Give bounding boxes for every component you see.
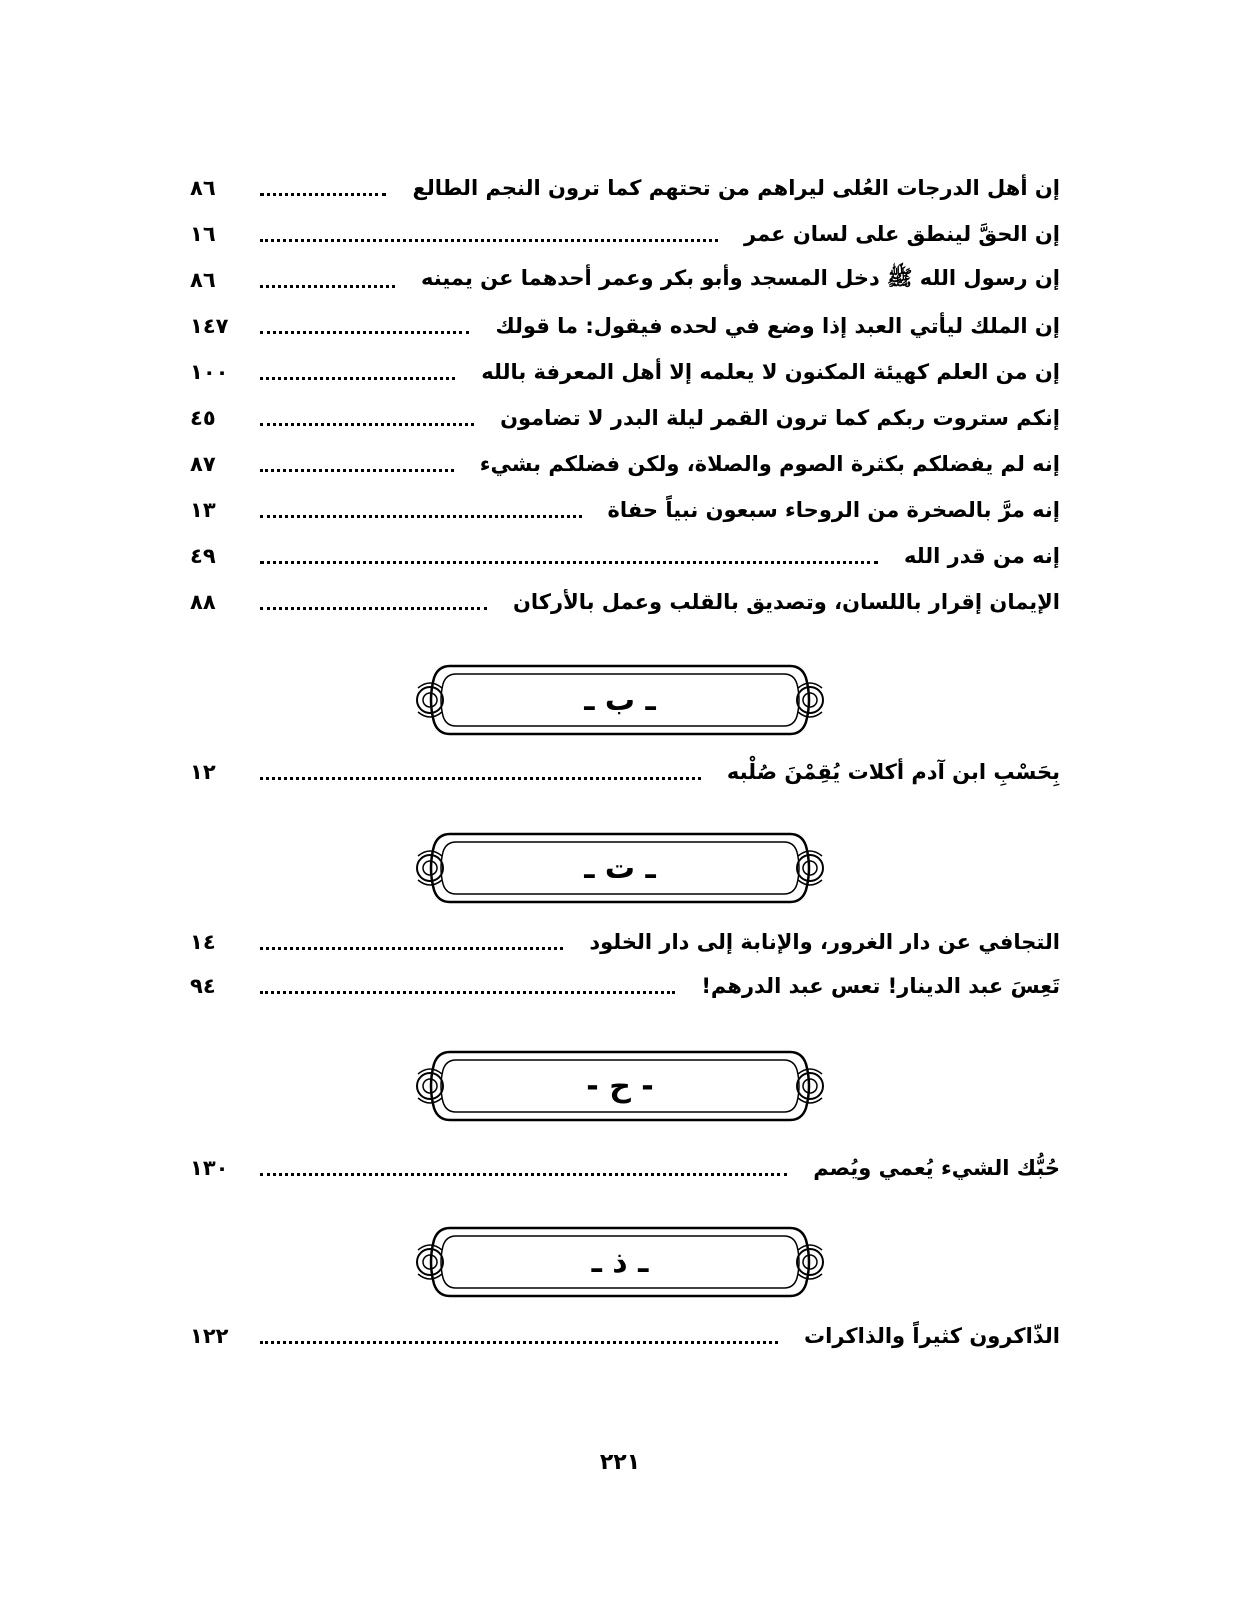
- page-reference: ٨٦: [190, 268, 216, 292]
- hadith-text: إنه من قدر الله: [903, 544, 1060, 568]
- section-letter: ـ ذ ـ: [591, 1244, 649, 1280]
- section-letter: ـ ب ـ: [584, 682, 656, 718]
- list-item: [190, 752, 1060, 792]
- hadith-text: إن رسول الله ﷺ دخل المسجد وأبو بكر وعمر أحدهما عن يمينه: [421, 265, 1060, 290]
- page-reference: ١٢٢: [190, 1324, 229, 1348]
- leader-dots: [260, 239, 718, 242]
- page-reference: ١٣٠: [190, 1156, 229, 1180]
- list-item: [190, 582, 1060, 622]
- list-item: [190, 444, 1060, 484]
- leader-dots: [260, 515, 582, 518]
- page-number: ٢٢١: [599, 1450, 641, 1475]
- leader-dots: [260, 947, 563, 950]
- page-reference: ١٤: [190, 930, 216, 954]
- page-reference: ١٢: [190, 760, 216, 784]
- leader-dots: [260, 1173, 787, 1176]
- hadith-text: تَعِسَ عبد الدينار! تعس عبد الدرهم!: [701, 974, 1060, 998]
- leader-dots: [260, 193, 386, 196]
- list-item: [190, 966, 1060, 1006]
- list-item: [190, 1316, 1060, 1356]
- page-reference: ٤٥: [190, 406, 216, 430]
- leader-dots: [260, 331, 469, 334]
- section-heading-banner: [410, 1044, 830, 1128]
- leader-dots: [260, 991, 675, 994]
- page-reference: ١٠٠: [190, 360, 229, 384]
- hadith-text: إن الملك ليأتي العبد إذا وضع في لحده فيقول: ما قولك: [495, 314, 1060, 338]
- leader-dots: [260, 377, 455, 380]
- leader-dots: [260, 469, 454, 472]
- page-reference: ٨٨: [190, 590, 216, 614]
- section-letter: - ح -: [586, 1068, 654, 1104]
- leader-dots: [260, 561, 878, 564]
- section-heading-banner: [410, 826, 830, 910]
- hadith-text: إنكم ستروت ربكم كما ترون القمر ليلة البدر لا تضامون: [500, 406, 1060, 430]
- section-letter: ـ ت ـ: [584, 850, 656, 886]
- hadith-text: إن الحقَّ لينطق على لسان عمر: [744, 222, 1060, 246]
- hadith-text: إن من العلم كهيئة المكنون لا يعلمه إلا أهل المعرفة بالله: [481, 360, 1060, 384]
- leader-dots: [260, 777, 701, 780]
- page-reference: ١٣: [190, 498, 216, 522]
- page-reference: ١٤٧: [190, 314, 229, 338]
- page-reference: ٨٦: [190, 176, 216, 200]
- list-item: [190, 260, 1060, 300]
- page-reference: ١٦: [190, 222, 216, 246]
- page-reference: ٤٩: [190, 544, 216, 568]
- list-item: [190, 168, 1060, 208]
- hadith-text: التجافي عن دار الغرور، والإنابة إلى دار الخلود: [589, 930, 1060, 954]
- leader-dots: [260, 1341, 778, 1344]
- section-heading-banner: [410, 1220, 830, 1304]
- hadith-text: حُبُّك الشيء يُعمي ويُصم: [813, 1156, 1060, 1180]
- page-reference: ٩٤: [190, 974, 216, 998]
- hadith-text: إنه لم يفضلكم بكثرة الصوم والصلاة، ولكن فضلكم بشيء: [479, 452, 1060, 476]
- section-heading-banner: [410, 658, 830, 742]
- hadith-text: إن أهل الدرجات العُلى ليراهم من تحتهم كما ترون النجم الطالع: [412, 176, 1060, 200]
- list-item: [190, 490, 1060, 530]
- hadith-text: الذّاكرون كثيراً والذاكرات: [804, 1324, 1060, 1348]
- hadith-text: الإيمان إقرار باللسان، وتصديق بالقلب وعمل بالأركان: [512, 590, 1060, 614]
- list-item: [190, 306, 1060, 346]
- list-item: [190, 1148, 1060, 1188]
- list-item: [190, 214, 1060, 254]
- list-item: [190, 536, 1060, 576]
- page-reference: ٨٧: [190, 452, 216, 476]
- leader-dots: [260, 285, 395, 288]
- leader-dots: [260, 423, 474, 426]
- list-item: [190, 398, 1060, 438]
- list-item: [190, 922, 1060, 962]
- leader-dots: [260, 607, 487, 610]
- hadith-text: إنه مرَّ بالصخرة من الروحاء سبعون نبياً حفاة: [607, 498, 1060, 522]
- list-item: [190, 352, 1060, 392]
- hadith-text: بِحَسْبِ ابن آدم أكلات يُقِمْنَ صُلْبه: [726, 760, 1060, 784]
